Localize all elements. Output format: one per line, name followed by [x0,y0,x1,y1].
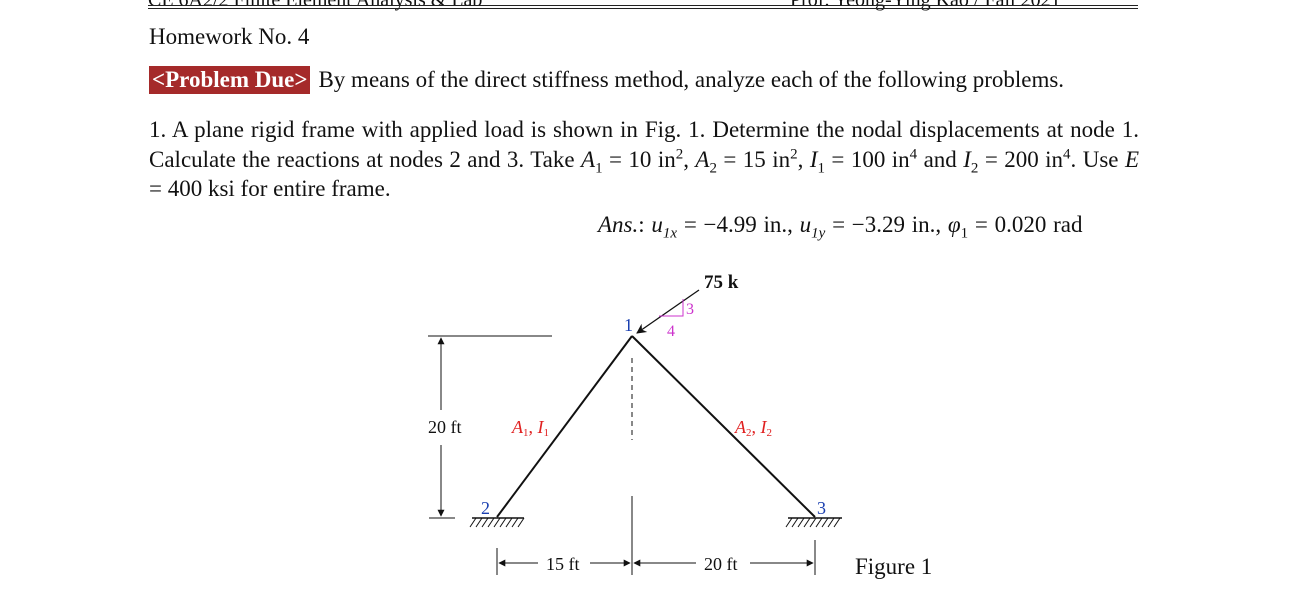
support-2-hatching [470,518,524,527]
inertia-2-exponent: 4 [1063,145,1071,162]
area-2-value: = 15 in [716,146,791,172]
area-1-value: = 10 in [602,146,676,172]
inertia-2-symbol: I [963,146,971,172]
modulus-symbol: E [1124,146,1139,172]
conjunction: and [917,146,964,172]
phi-value: = 0.020 rad [968,212,1083,237]
right-dim-label: 20 ft [704,554,738,574]
problem-1-intro: 1. A plane rigid frame with applied load is shown in Fig. 1. Determine the nodal displacements at node 1. Calculate the reactions at nodes 2 and 3. Take [149,117,1139,172]
u1y-subscript: 1y [811,225,826,242]
area-2-exponent: 2 [790,145,798,162]
member-1-separator: , [528,417,538,437]
separator: , [683,146,696,172]
node-3-label: 3 [817,498,826,518]
separator: , [797,146,810,172]
inertia-1-exponent: 4 [909,145,918,162]
answer-label: Ans. [598,212,639,237]
inertia-1-symbol: I [809,146,818,172]
phi-subscript: 1 [960,225,969,242]
area-1-subscript: 1 [595,160,603,177]
member-1-inertia-symbol: I [537,417,544,437]
member-2-area-subscript: 2 [746,427,752,439]
member-1-area-symbol: A [512,417,523,437]
member-2-properties [734,417,772,439]
node-2-label: 2 [481,498,490,518]
support-3-hatching [786,518,840,527]
modulus-value: = 400 ksi for entire frame. [149,176,391,201]
area-2-subscript: 2 [709,160,717,177]
member-1-inertia-subscript: 1 [543,427,549,439]
height-dimension-label: 20 ft [428,417,462,437]
phi-symbol: φ [947,212,961,237]
slope-triangle [659,299,683,316]
inertia-1-value: = 100 in [824,146,910,172]
left-dim-label: 15 ft [546,554,580,574]
slope-horizontal-label: 4 [667,323,675,340]
u1y-symbol: u [799,212,812,237]
load-label: 75 k [704,272,739,293]
u1x-symbol: u [651,212,663,237]
node-1-label: 1 [624,315,633,335]
area-2-symbol: A [695,146,710,172]
member-1-area-subscript: 1 [523,427,529,439]
inertia-2-value: = 200 in [978,146,1064,172]
inertia-1-subscript: 1 [817,160,825,177]
member-2-separator: , [751,417,761,437]
member-2-inertia-symbol: I [760,417,767,437]
u1x-value: = −4.99 in., [677,212,800,237]
use-text: . Use [1070,146,1125,172]
answer-colon: : [638,212,652,237]
area-1-symbol: A [581,146,596,172]
slope-vertical-label: 3 [686,301,694,318]
member-2-area-symbol: A [735,417,746,437]
problem-instruction: By means of the direct stiffness method, analyze each of the following problems. [318,67,1065,92]
homework-title: Homework No. 4 [149,24,310,49]
problem-due-badge: <Problem Due> [149,66,310,94]
member-2 [632,336,815,517]
area-1-exponent: 2 [675,145,684,162]
u1x-subscript: 1x [662,225,678,242]
member-1-properties [511,417,549,439]
figure-caption: Figure 1 [855,554,933,579]
member-2-inertia-subscript: 2 [766,427,772,439]
u1y-value: = −3.29 in., [825,212,948,237]
inertia-2-subscript: 2 [970,160,979,177]
